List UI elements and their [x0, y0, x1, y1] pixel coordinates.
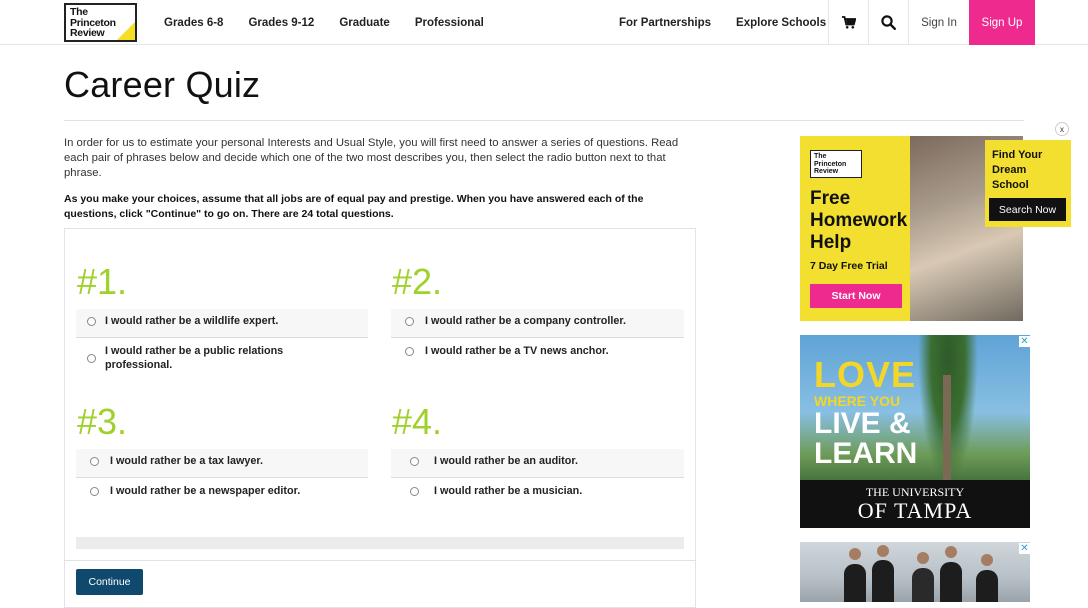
- nav-right: [619, 0, 826, 45]
- university-name-line1: THE UNIVERSITY: [865, 485, 965, 499]
- question-4-option-b[interactable]: [391, 484, 684, 498]
- radio-button[interactable]: [410, 487, 419, 496]
- question-1-option-b[interactable]: [76, 344, 368, 372]
- popup-close-icon[interactable]: x: [1055, 122, 1069, 136]
- quiz-panel: [64, 228, 696, 608]
- page-title: Career Quiz: [64, 64, 261, 105]
- radio-button[interactable]: [410, 457, 419, 466]
- nav-explore-schools[interactable]: Explore Schools: [736, 16, 827, 29]
- ad-subheadline: 7 Day Free Trial: [810, 260, 888, 272]
- ad-logo: The Princeton Review: [810, 150, 862, 178]
- person-figure: [912, 568, 934, 602]
- logo-text: The Princeton Review: [70, 6, 116, 39]
- question-4-option-a[interactable]: [391, 449, 684, 477]
- option-label: I would rather be an auditor.: [434, 455, 578, 467]
- popup-text: Find Your Dream School: [992, 149, 1043, 191]
- search-button[interactable]: [868, 0, 908, 45]
- question-number: #4.: [392, 401, 443, 442]
- search-icon: [881, 15, 896, 30]
- person-head: [917, 552, 929, 564]
- university-name-line2: OF TAMPA: [857, 498, 973, 523]
- nav-professional[interactable]: Professional: [414, 16, 484, 29]
- ad-love-text: LOVE: [814, 354, 917, 395]
- dream-school-popup: [985, 140, 1071, 227]
- person-head: [849, 548, 861, 560]
- question-number: #1.: [77, 261, 128, 302]
- princeton-review-logo[interactable]: [64, 3, 137, 42]
- nav-grades-6-8[interactable]: Grades 6-8: [164, 16, 224, 29]
- question-2-option-a[interactable]: [391, 309, 684, 337]
- person-head: [981, 554, 993, 566]
- option-label: I would rather be a TV news anchor.: [425, 345, 609, 357]
- nav-for-partnerships[interactable]: For Partnerships: [619, 16, 712, 29]
- radio-button[interactable]: [90, 487, 99, 496]
- radio-button[interactable]: [87, 317, 96, 326]
- option-divider: [76, 477, 368, 478]
- radio-button[interactable]: [405, 317, 414, 326]
- option-label: I would rather be a wildlife expert.: [105, 315, 279, 327]
- intro-text: In order for us to estimate your personal Interests and Usual Style, you will first need to answer a series of questions. Read each pair of phrases below and decide which one of the two most describes you, then select the radio button next to that phrase.: [64, 137, 679, 179]
- continue-button[interactable]: Continue: [76, 569, 143, 595]
- question-number: #2.: [392, 261, 443, 302]
- person-head: [877, 545, 889, 557]
- option-divider: [391, 337, 684, 338]
- title-divider: [64, 120, 1024, 121]
- progress-track: [76, 537, 684, 549]
- nav-left: [164, 0, 484, 45]
- person-figure: [940, 562, 962, 602]
- sign-in-link[interactable]: Sign In: [908, 0, 969, 45]
- option-label: I would rather be a public relations professional.: [105, 345, 284, 371]
- sign-up-button[interactable]: Sign Up: [969, 0, 1035, 45]
- panel-divider: [65, 560, 695, 561]
- ad-where-text: WHERE YOU: [814, 393, 901, 409]
- question-3-option-a[interactable]: [76, 449, 368, 477]
- ad-close-icon[interactable]: ✕: [1020, 336, 1029, 347]
- radio-button[interactable]: [90, 457, 99, 466]
- radio-button[interactable]: [405, 347, 414, 356]
- search-now-button[interactable]: Search Now: [989, 198, 1066, 221]
- person-figure: [872, 560, 894, 602]
- ad-close-icon[interactable]: ✕: [1020, 543, 1029, 554]
- nav-grades-9-12[interactable]: Grades 9-12: [248, 16, 315, 29]
- option-divider: [391, 477, 684, 478]
- option-label: I would rather be a tax lawyer.: [110, 455, 264, 467]
- nav-graduate[interactable]: Graduate: [339, 16, 390, 29]
- ad-learn-text: LEARN: [814, 437, 918, 470]
- palm-trunk: [943, 375, 951, 487]
- ad-live-text: LIVE &: [814, 407, 911, 440]
- question-number: #3.: [77, 401, 128, 442]
- person-figure: [844, 564, 866, 602]
- university-of-tampa-ad[interactable]: [800, 335, 1030, 528]
- person-head: [945, 546, 957, 558]
- group-photo-ad[interactable]: [800, 542, 1030, 602]
- intro-instructions: As you make your choices, assume that all jobs are of equal pay and prestige. When you have answered each of the questions, click "Continue" to go on. There are 24 total questions.: [64, 193, 644, 220]
- question-1-option-a[interactable]: [76, 309, 368, 337]
- question-2-option-b[interactable]: [391, 344, 684, 358]
- site-header: [0, 0, 1088, 45]
- question-3-option-b[interactable]: [76, 484, 368, 498]
- radio-button[interactable]: [87, 354, 96, 363]
- option-label: I would rather be a musician.: [434, 485, 583, 497]
- option-divider: [76, 337, 368, 338]
- logo-triangle: [117, 22, 135, 40]
- person-figure: [976, 570, 998, 602]
- option-label: I would rather be a newspaper editor.: [110, 485, 301, 497]
- ad-headline: Free Homework Help: [810, 188, 908, 253]
- start-now-button[interactable]: Start Now: [810, 284, 902, 308]
- option-label: I would rather be a company controller.: [425, 315, 626, 327]
- cart-icon: [842, 16, 856, 29]
- cart-button[interactable]: [828, 0, 868, 45]
